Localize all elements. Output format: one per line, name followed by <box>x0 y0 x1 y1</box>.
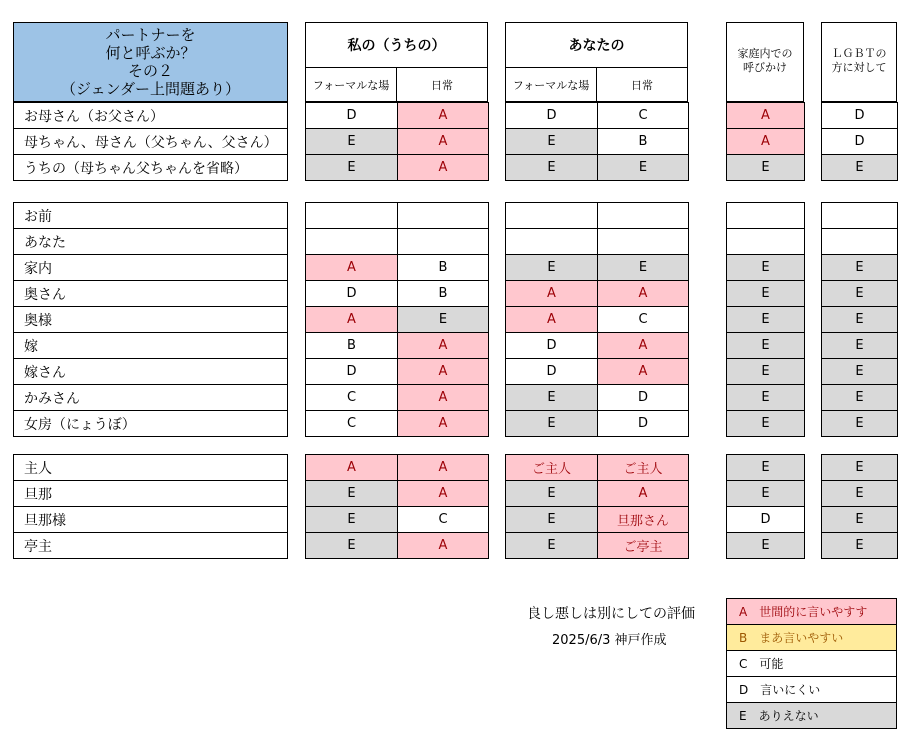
rating-cell: A <box>597 332 689 359</box>
rating-cell: E <box>597 254 689 281</box>
rating-cell: D <box>821 102 898 129</box>
evaluation-note: 良し悪しは別にしての評価 <box>527 606 695 622</box>
rating-cell: ご主人 <box>505 454 598 481</box>
rating-cell: A <box>305 454 398 481</box>
rating-cell: E <box>305 480 398 507</box>
rating-cell: C <box>305 384 398 411</box>
header-family-line-1: 家庭内での <box>737 47 793 60</box>
rating-cell: A <box>397 358 489 385</box>
title-line-3: その２ <box>127 62 173 80</box>
rating-cell: E <box>505 254 598 281</box>
rating-cell: D <box>505 102 598 129</box>
rating-cell: E <box>821 280 898 307</box>
header-family <box>726 22 804 102</box>
rating-cell: 旦那さん <box>597 506 689 533</box>
rating-cell: A <box>397 454 489 481</box>
rating-cell: E <box>505 532 598 559</box>
rating-cell <box>821 202 898 229</box>
rating-cell: E <box>821 410 898 437</box>
header-family-line-2: 呼びかけ <box>743 61 787 74</box>
rating-cell: D <box>821 128 898 155</box>
rating-cell: B <box>397 254 489 281</box>
row-label: うちの（母ちゃん父ちゃんを省略） <box>13 154 288 181</box>
rating-cell: E <box>726 532 805 559</box>
row-label: 亭主 <box>13 532 288 559</box>
legend-item-a: A 世間的に言いやすす <box>727 599 897 625</box>
header-yours-daily: 日常 <box>631 78 653 92</box>
row-label: 奥さん <box>13 280 288 307</box>
row-label: 旦那様 <box>13 506 288 533</box>
rating-cell: E <box>305 128 398 155</box>
rating-cell: ご亭主 <box>597 532 689 559</box>
rating-cell: E <box>821 384 898 411</box>
rating-cell: A <box>397 384 489 411</box>
rating-cell <box>305 202 398 229</box>
legend <box>726 598 897 729</box>
rating-cell: E <box>726 410 805 437</box>
rating-cell: E <box>821 506 898 533</box>
rating-cell: D <box>505 358 598 385</box>
legend-item-e: E ありえない <box>727 703 897 729</box>
rating-cell: A <box>597 480 689 507</box>
rating-cell: D <box>505 332 598 359</box>
rating-cell: E <box>505 128 598 155</box>
rating-cell: B <box>597 128 689 155</box>
rating-cell: E <box>726 480 805 507</box>
rating-cell: A <box>397 480 489 507</box>
rating-cell: A <box>597 358 689 385</box>
rating-cell: C <box>397 506 489 533</box>
legend-item-c: C 可能 <box>727 651 897 677</box>
rating-cell: E <box>505 506 598 533</box>
rating-cell: E <box>305 532 398 559</box>
header-mine-daily: 日常 <box>431 78 453 92</box>
rating-cell: E <box>726 332 805 359</box>
rating-cell <box>397 202 489 229</box>
rating-cell: ご主人 <box>597 454 689 481</box>
rating-cell: E <box>726 454 805 481</box>
author-date-note: 2025/6/3 神戸作成 <box>552 633 667 648</box>
header-lgbt-line-1: ＬＧＢＴの <box>831 47 887 60</box>
rating-cell: A <box>397 410 489 437</box>
row-label: 母ちゃん、母さん（父ちゃん、父さん） <box>13 128 288 155</box>
rating-cell <box>305 228 398 255</box>
rating-cell: D <box>305 280 398 307</box>
rating-cell <box>726 228 805 255</box>
rating-cell: E <box>597 154 689 181</box>
rating-cell: A <box>305 306 398 333</box>
rating-cell: A <box>505 280 598 307</box>
rating-cell: E <box>305 154 398 181</box>
rating-cell: E <box>821 332 898 359</box>
rating-cell: B <box>305 332 398 359</box>
rating-cell: E <box>726 358 805 385</box>
rating-cell: E <box>505 480 598 507</box>
row-label: お前 <box>13 202 288 229</box>
rating-cell: E <box>821 358 898 385</box>
rating-cell: A <box>397 332 489 359</box>
rating-cell: A <box>397 154 489 181</box>
rating-cell: C <box>305 410 398 437</box>
rating-cell: E <box>505 154 598 181</box>
rating-cell: E <box>821 306 898 333</box>
row-label: 嫁 <box>13 332 288 359</box>
rating-cell: A <box>305 254 398 281</box>
rating-cell: E <box>505 384 598 411</box>
rating-cell: A <box>726 102 805 129</box>
rating-cell: E <box>305 506 398 533</box>
header-yours-formal: フォーマルな場 <box>506 68 597 101</box>
title-line-4: （ジェンダー上問題あり） <box>60 80 241 98</box>
rating-cell: A <box>397 532 489 559</box>
header-mine-title: 私の（うちの） <box>306 23 487 68</box>
rating-cell: E <box>726 384 805 411</box>
row-label: 奥様 <box>13 306 288 333</box>
rating-cell: C <box>597 102 689 129</box>
title-line-1: パートナーを <box>105 26 196 44</box>
rating-cell: E <box>397 306 489 333</box>
rating-cell: D <box>597 410 689 437</box>
header-yours <box>505 22 688 102</box>
row-label: 女房（にょうぼ） <box>13 410 288 437</box>
rating-cell: E <box>821 454 898 481</box>
rating-cell: A <box>505 306 598 333</box>
row-label: 嫁さん <box>13 358 288 385</box>
rating-cell: C <box>597 306 689 333</box>
rating-cell: A <box>397 102 489 129</box>
rating-cell: E <box>821 480 898 507</box>
header-lgbt <box>821 22 897 102</box>
rating-cell <box>505 228 598 255</box>
header-mine-formal: フォーマルな場 <box>306 68 397 101</box>
rating-cell: A <box>597 280 689 307</box>
rating-cell: D <box>726 506 805 533</box>
rating-cell <box>821 228 898 255</box>
header-yours-title: あなたの <box>506 23 687 68</box>
rating-cell: A <box>726 128 805 155</box>
rating-cell: D <box>305 102 398 129</box>
row-label: 家内 <box>13 254 288 281</box>
rating-cell <box>505 202 598 229</box>
row-label: かみさん <box>13 384 288 411</box>
header-mine <box>305 22 488 102</box>
rating-cell: E <box>821 532 898 559</box>
rating-cell: E <box>505 410 598 437</box>
rating-cell: B <box>397 280 489 307</box>
rating-cell: E <box>726 254 805 281</box>
rating-cell: E <box>821 154 898 181</box>
rating-cell: E <box>726 154 805 181</box>
row-label: お母さん（お父さん） <box>13 102 288 129</box>
rating-cell <box>597 202 689 229</box>
row-label: 旦那 <box>13 480 288 507</box>
row-label: あなた <box>13 228 288 255</box>
rating-cell: D <box>597 384 689 411</box>
rating-cell <box>597 228 689 255</box>
rating-cell: E <box>726 306 805 333</box>
legend-item-b: B まあ言いやすい <box>727 625 897 651</box>
rating-cell: E <box>726 280 805 307</box>
rating-cell: D <box>305 358 398 385</box>
row-label: 主人 <box>13 454 288 481</box>
rating-cell <box>397 228 489 255</box>
header-lgbt-line-2: 方に対して <box>831 61 887 74</box>
rating-cell: A <box>397 128 489 155</box>
table-title <box>13 22 288 102</box>
rating-cell: E <box>821 254 898 281</box>
legend-item-d: D 言いにくい <box>727 677 897 703</box>
title-line-2: 何と呼ぶか？ <box>105 44 196 62</box>
rating-cell <box>726 202 805 229</box>
